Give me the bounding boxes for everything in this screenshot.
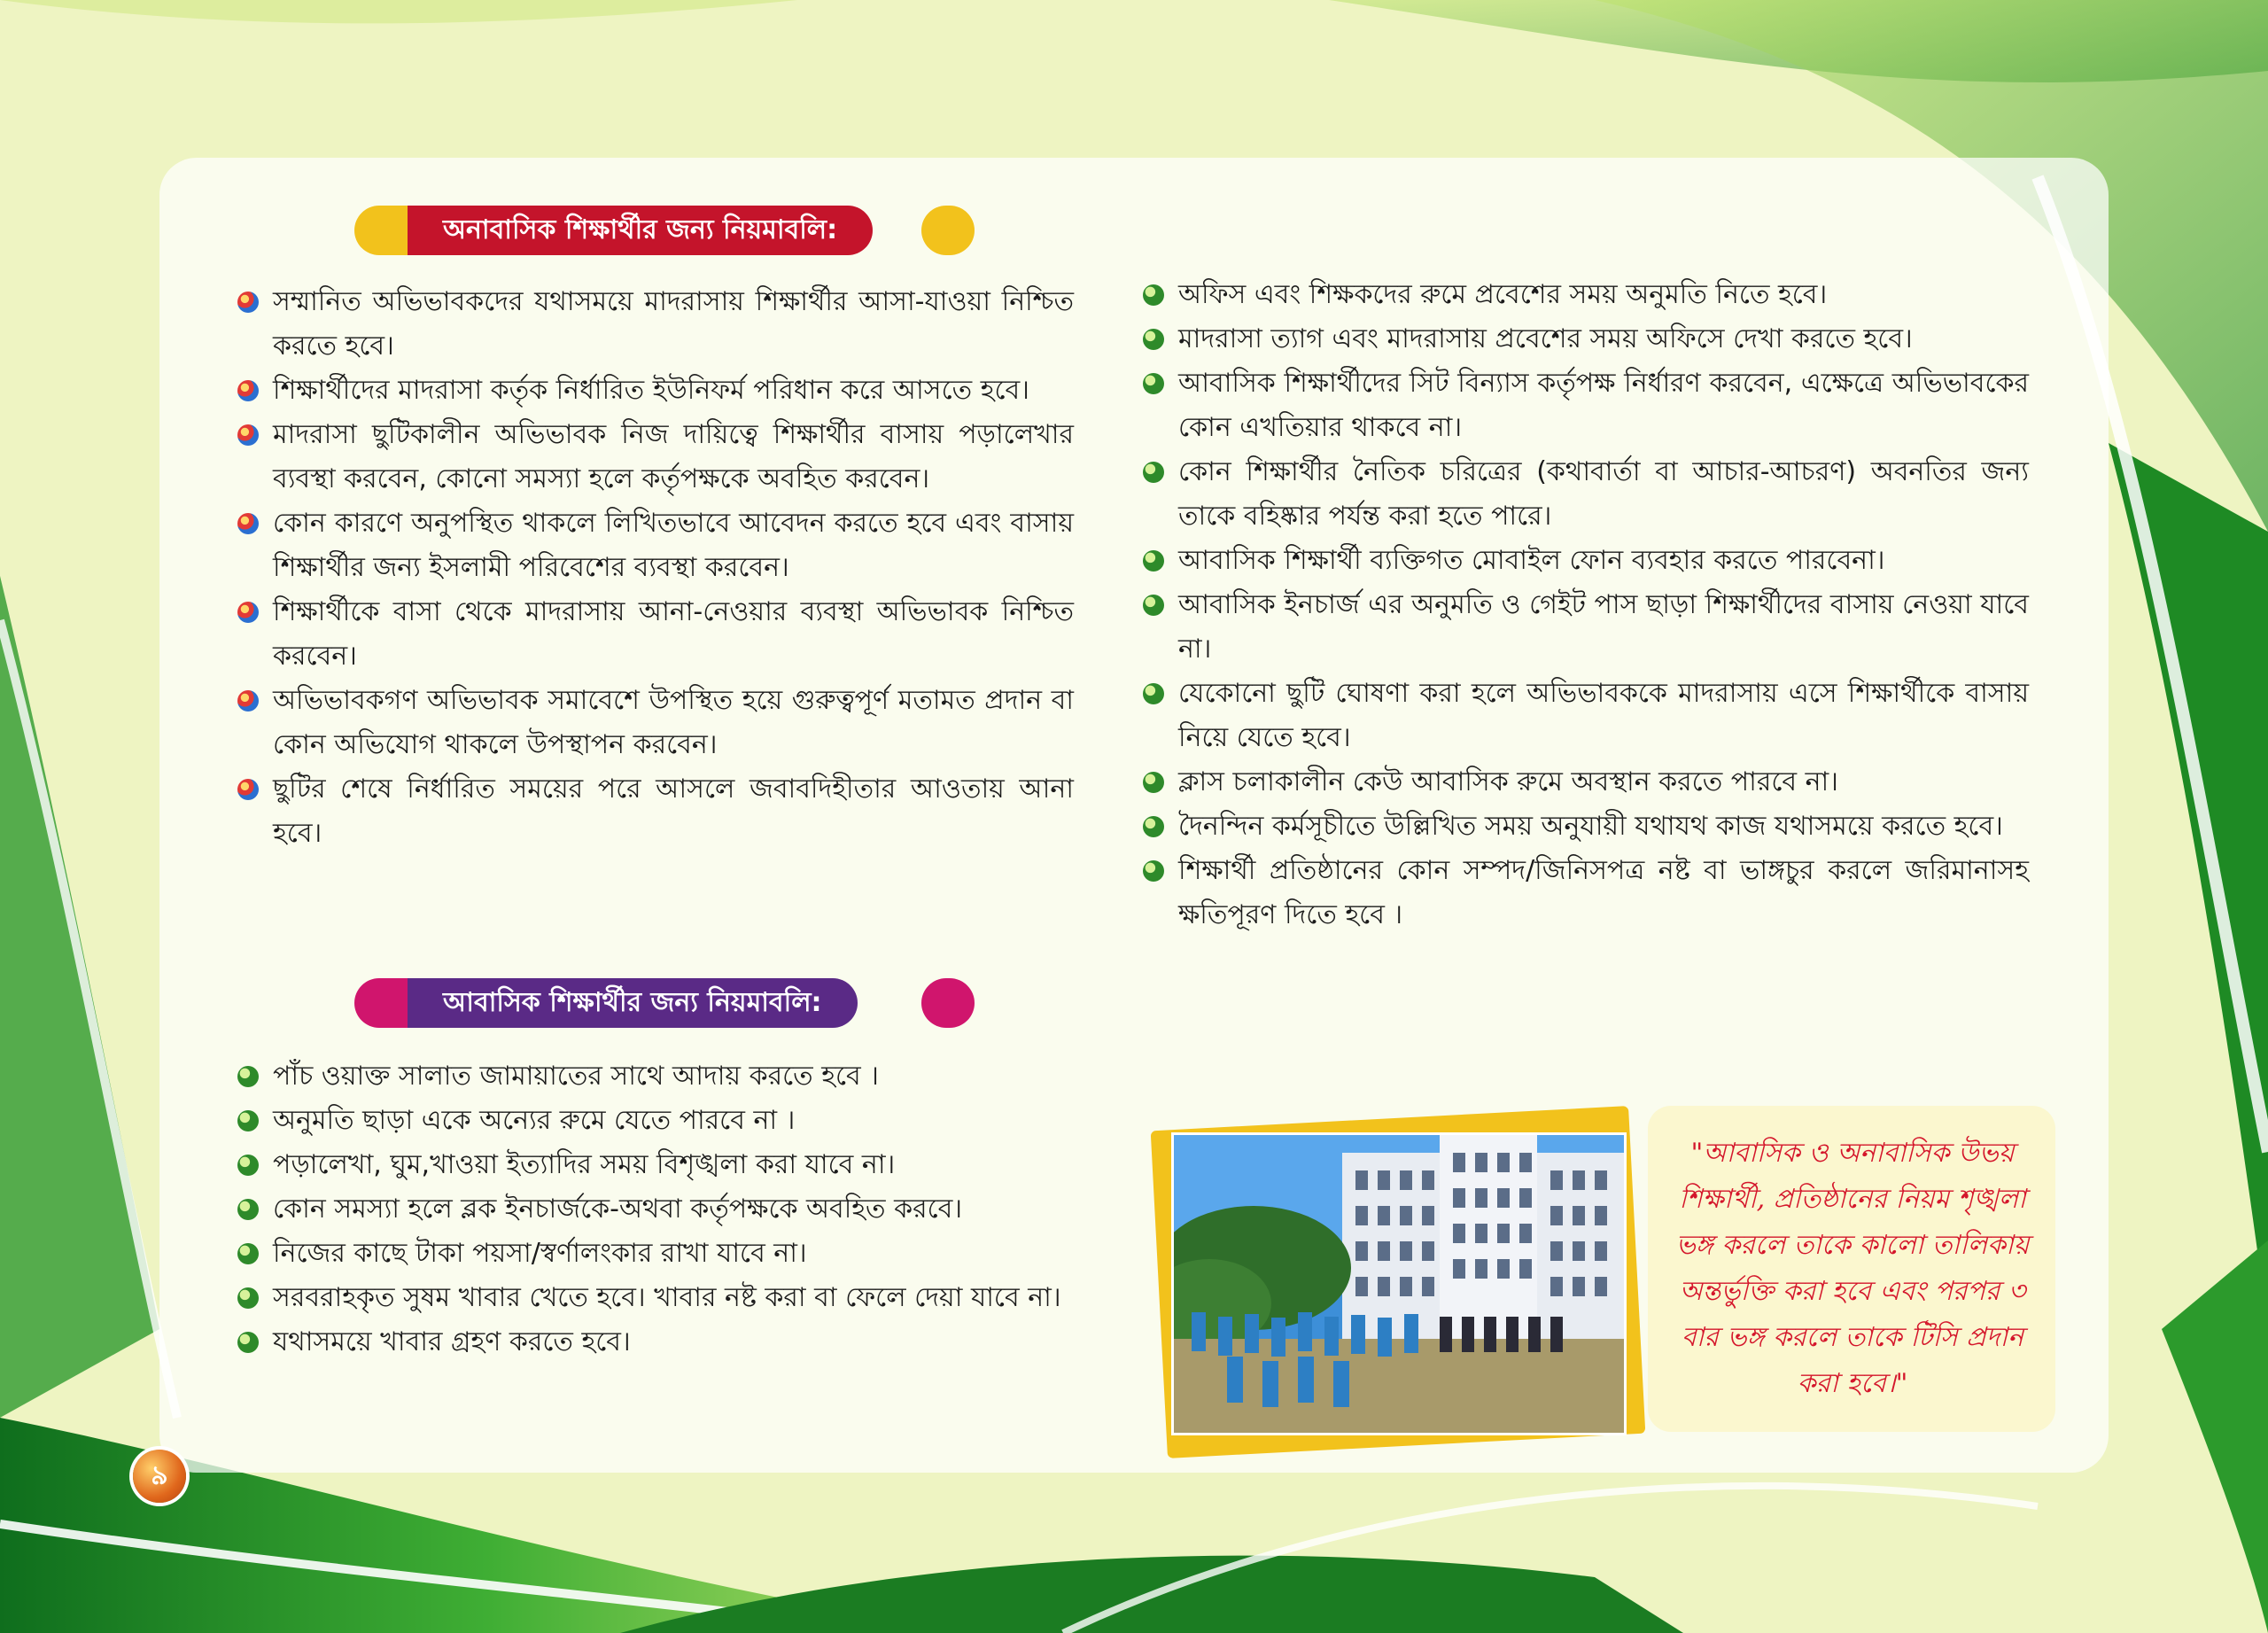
rule-text: অনুমতি ছাড়া একে অন্যের রুমে যেতে পারবে না । xyxy=(273,1105,796,1136)
leaf-bullet-icon xyxy=(1143,860,1164,882)
rule-text: মাদরাসা ত্যাগ এবং মাদরাসায় প্রবেশের সময় অফিসে দেখা করতে হবে। xyxy=(1178,323,1913,354)
non-residential-heading: অনাবাসিক শিক্ষার্থীর জন্য নিয়মাবলি: xyxy=(408,206,873,255)
rule-text: আবাসিক শিক্ষার্থীদের সিট বিন্যাস কর্তৃপক্ষ নির্ধারণ করবেন, এক্ষেত্রে অভিভাবকের কোন এখতিয়ার থাকবে না। xyxy=(1178,368,2029,443)
campus-photo-illustration xyxy=(1174,1135,1624,1433)
list-item xyxy=(237,1099,1074,1143)
rule-text: শিক্ষার্থীদের মাদরাসা কর্তৃক নির্ধারিত ইউনিফর্ম পরিধান করে আসতে হবে। xyxy=(273,375,1029,406)
rule-text: পাঁচ ওয়াক্ত সালাত জামায়াতের সাথে আদায় করতে হবে । xyxy=(273,1061,879,1092)
leaf-bullet-icon xyxy=(237,1287,259,1309)
list-item xyxy=(1143,760,2029,805)
residential-rules-continued-list xyxy=(1143,273,2029,937)
rule-text: কোন কারণে অনুপস্থিত থাকলে লিখিতভাবে আবেদন করতে হবে এবং বাসায় শিক্ষার্থীর জন্য ইসলামী পরিবেশের ব্যবস্থা করবেন। xyxy=(273,508,1074,583)
rule-text: ছুটির শেষে নির্ধারিত সময়ের পরে আসলে জবাবদিহীতার আওতায় আনা হবে। xyxy=(273,774,1074,849)
list-item xyxy=(237,679,1074,767)
leaf-bullet-icon xyxy=(237,1155,259,1176)
list-item xyxy=(1143,805,2029,849)
discipline-quote: "আবাসিক ও অনাবাসিক উভয় শিক্ষার্থী, প্রতিষ্ঠানের নিয়ম শৃঙ্খলা ভঙ্গ করলে তাকে কালো তালিকায় অন্তর্ভুক্তি করা হবে এবং পরপর ৩ বার ভঙ্গ করলে তাকে টিসি প্রদান করা হবে।" xyxy=(1675,1138,2030,1399)
leaf-bullet-icon xyxy=(237,1199,259,1220)
list-item xyxy=(237,280,1074,369)
rule-text: দৈনন্দিন কর্মসূচীতে উল্লিখিত সময় অনুযায়ী যথাযথ কাজ যথাসময়ে করতে হবে। xyxy=(1178,811,2003,842)
residential-rules-list xyxy=(237,1054,1074,1365)
campus-photo xyxy=(1171,1132,1627,1435)
rule-text: কোন সমস্যা হলে ব্লক ইনচার্জকে-অথবা কর্তৃপক্ষকে অবহিত করবে। xyxy=(273,1194,963,1225)
rule-text: কোন শিক্ষার্থীর নৈতিক চরিত্রের (কথাবার্তা বা আচার-আচরণ) অবনতির জন্য তাকে বহিষ্কার পর্যন্ত করা হতে পারে। xyxy=(1178,456,2029,532)
leaf-bullet-icon xyxy=(1143,373,1164,394)
residential-heading-banner xyxy=(354,978,975,1028)
leaf-bullet-icon xyxy=(1143,550,1164,572)
globe-bullet-icon xyxy=(237,424,259,446)
rule-text: যেকোনো ছুটি ঘোষণা করা হলে অভিভাবককে মাদরাসায় এসে শিক্ষার্থীকে বাসায় নিয়ে যেতে হবে। xyxy=(1178,678,2029,753)
leaf-bullet-icon xyxy=(1143,816,1164,837)
non-residential-heading-banner xyxy=(354,206,975,255)
rule-text: ক্লাস চলাকালীন কেউ আবাসিক রুমে অবস্থান করতে পারবে না। xyxy=(1178,766,1838,797)
page-number-badge: ৯ xyxy=(133,1450,186,1503)
rule-text: অভিভাবকগণ অভিভাবক সমাবেশে উপস্থিত হয়ে গুরুত্বপূর্ণ মতামত প্রদান বা কোন অভিযোগ থাকলে উপস্থাপন করবেন। xyxy=(273,685,1074,760)
leaf-bullet-icon xyxy=(237,1332,259,1353)
rule-text: আবাসিক শিক্ষার্থী ব্যক্তিগত মোবাইল ফোন ব্যবহার করতে পারবেনা। xyxy=(1178,545,1885,576)
rule-text: সরবরাহকৃত সুষম খাবার খেতে হবে। খাবার নষ্ট করা বা ফেলে দেয়া যাবে না। xyxy=(273,1282,1061,1313)
globe-bullet-icon xyxy=(237,779,259,800)
non-residential-rules-list xyxy=(237,280,1074,856)
rule-text: সম্মানিত অভিভাবকদের যথাসময়ে মাদরাসায় শিক্ষার্থীর আসা-যাওয়া নিশ্চিত করতে হবে। xyxy=(273,286,1074,362)
list-item xyxy=(237,767,1074,856)
residential-heading: আবাসিক শিক্ষার্থীর জন্য নিয়মাবলি: xyxy=(408,978,858,1028)
rule-text: মাদরাসা ছুটিকালীন অভিভাবক নিজ দায়িত্বে শিক্ষার্থীর বাসায় পড়ালেখার ব্যবস্থা করবেন, কোনো সমস্যা হলে কর্তৃপক্ষকে অবহিত করবেন। xyxy=(273,419,1074,494)
rule-text: নিজের কাছে টাকা পয়সা/স্বর্ণালংকার রাখা যাবে না। xyxy=(273,1238,807,1269)
leaf-bullet-icon xyxy=(1143,683,1164,704)
leaf-bullet-icon xyxy=(1143,772,1164,793)
list-item xyxy=(237,590,1074,679)
list-item xyxy=(237,1232,1074,1276)
leaf-bullet-icon xyxy=(237,1243,259,1264)
list-item xyxy=(1143,672,2029,760)
list-item xyxy=(237,369,1074,413)
list-item xyxy=(237,1187,1074,1232)
globe-bullet-icon xyxy=(237,602,259,623)
banner-yellow-accent xyxy=(354,206,408,255)
rule-text: অফিস এবং শিক্ষকদের রুমে প্রবেশের সময় অনুমতি নিতে হবে। xyxy=(1178,279,1828,310)
banner-magenta-tail xyxy=(921,978,975,1028)
leaf-bullet-icon xyxy=(1143,462,1164,483)
globe-bullet-icon xyxy=(237,380,259,401)
list-item xyxy=(1143,539,2029,583)
leaf-bullet-icon xyxy=(1143,595,1164,616)
list-item xyxy=(1143,583,2029,672)
leaf-bullet-icon xyxy=(1143,284,1164,306)
list-item xyxy=(1143,450,2029,539)
list-item xyxy=(1143,273,2029,317)
leaf-bullet-icon xyxy=(237,1110,259,1131)
banner-magenta-accent xyxy=(354,978,408,1028)
list-item xyxy=(1143,362,2029,450)
globe-bullet-icon xyxy=(237,513,259,534)
list-item xyxy=(1143,849,2029,937)
rule-text: শিক্ষার্থী প্রতিষ্ঠানের কোন সম্পদ/জিনিসপত্র নষ্ট বা ভাঙ্গচুর করলে জরিমানাসহ ক্ষতিপূরণ দিতে হবে । xyxy=(1178,855,2029,930)
list-item xyxy=(237,413,1074,502)
list-item xyxy=(1143,317,2029,362)
rule-text: শিক্ষার্থীকে বাসা থেকে মাদরাসায় আনা-নেওয়ার ব্যবস্থা অভিভাবক নিশ্চিত করবেন। xyxy=(273,596,1074,672)
globe-bullet-icon xyxy=(237,690,259,712)
leaf-bullet-icon xyxy=(1143,329,1164,350)
banner-yellow-tail xyxy=(921,206,975,255)
rule-text: যথাসময়ে খাবার গ্রহণ করতে হবে। xyxy=(273,1326,631,1357)
globe-bullet-icon xyxy=(237,292,259,313)
list-item xyxy=(237,1054,1074,1099)
list-item xyxy=(237,1320,1074,1365)
rule-text: পড়ালেখা, ঘুম,খাওয়া ইত্যাদির সময় বিশৃঙ্খলা করা যাবে না। xyxy=(273,1149,896,1180)
list-item xyxy=(237,1143,1074,1187)
list-item xyxy=(237,502,1074,590)
leaf-bullet-icon xyxy=(237,1066,259,1087)
rule-text: আবাসিক ইনচার্জ এর অনুমতি ও গেইট পাস ছাড়া শিক্ষার্থীদের বাসায় নেওয়া যাবে না। xyxy=(1178,589,2029,665)
list-item xyxy=(237,1276,1074,1320)
